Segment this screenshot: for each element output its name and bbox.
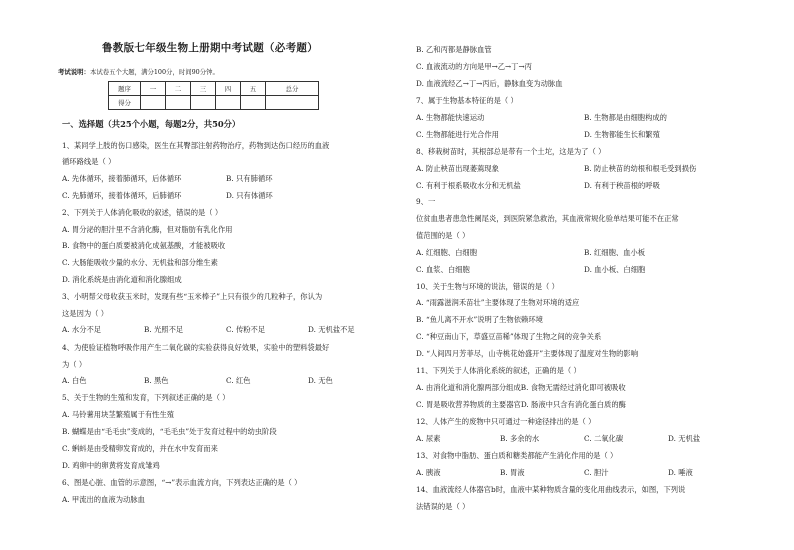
score-cell: 五 xyxy=(241,82,266,96)
answer-option[interactable]: D. 血液流经乙→丁→丙后，静脉血变为动脉血 xyxy=(416,79,563,88)
question-line: 值范围的是（ ） xyxy=(416,231,470,240)
page-title: 鲁教版七年级生物上册期中考试题（必考题） xyxy=(102,42,318,54)
answer-option[interactable]: D. 无机盐 xyxy=(668,434,701,443)
question-line: 法错误的是（ ） xyxy=(416,502,470,511)
answer-option[interactable]: B. 生物都是由细胞构成的 xyxy=(584,113,667,122)
section-title: 一、选择题（共25个小题，每题2分，共50分） xyxy=(62,119,241,129)
question-line: 位贫血患者患急性阑尾炎，到医院紧急救治，其血液常规化验单结果可能不在正常 xyxy=(416,214,679,223)
answer-option[interactable]: B. “鱼儿离不开水”说明了生物依赖环境 xyxy=(416,315,543,324)
answer-option[interactable]: D. “人间四月芳菲尽，山寺桃花始盛开”主要体现了温度对生物的影响 xyxy=(416,349,639,358)
answer-option[interactable]: C. 二氧化碳 xyxy=(584,434,624,443)
question-line: 13、对食物中脂肪、蛋白质和糖类都能产生消化作用的是（ ） xyxy=(416,451,618,460)
answer-option[interactable]: B. 胃液 xyxy=(500,468,525,477)
answer-option[interactable]: D. 唾液 xyxy=(668,468,693,477)
answer-option[interactable]: A. 尿素 xyxy=(416,434,441,443)
score-table xyxy=(108,81,319,110)
score-table-header-row xyxy=(109,82,319,96)
score-cell: 三 xyxy=(191,82,216,96)
answer-option[interactable]: B. 红细胞、血小板 xyxy=(584,248,646,257)
question-line: 循环路线是（ ） xyxy=(62,157,116,166)
answer-option[interactable]: C. 胃是吸收营养物质的主要器官D. 肠液中只含有消化蛋白质的酶 xyxy=(416,400,626,409)
score-cell: 总分 xyxy=(266,82,319,96)
answer-option[interactable]: C. 传粉不足 xyxy=(226,325,266,334)
score-cell: 题序 xyxy=(109,82,141,96)
answer-option[interactable]: D. 鸡卵中的卵黄将发育成雏鸡 xyxy=(62,461,160,470)
answer-option[interactable]: A. 生物都能快速运动 xyxy=(416,113,485,122)
answer-option[interactable]: A. 白色 xyxy=(62,376,87,385)
answer-option[interactable]: B. 防止秧苗的幼根和根毛受到损伤 xyxy=(584,164,697,173)
answer-option[interactable]: A. 甲流出的血液为动脉血 xyxy=(62,495,145,504)
question-line: 1、某同学上肢的伤口感染，医生在其臀部注射药物治疗，药物到达伤口经历的血液 xyxy=(62,141,330,150)
answer-option[interactable]: B. 光照不足 xyxy=(144,325,184,334)
score-cell: 一 xyxy=(141,82,166,96)
answer-option[interactable]: B. 食物中的蛋白质要被消化成氨基酸，才能被吸收 xyxy=(62,241,226,250)
question-line: 9、一 xyxy=(416,197,436,206)
question-line: 10、关于生物与环境的说法，错误的是（ ） xyxy=(416,282,559,291)
score-cell: 二 xyxy=(166,82,191,96)
score-input-cell[interactable] xyxy=(141,96,166,110)
answer-option[interactable]: D. 无机盐不足 xyxy=(308,325,355,334)
question-line: 2、下列关于人体消化吸收的叙述，错误的是（ ） xyxy=(62,208,223,217)
question-line: 4、为使验证植物呼吸作用产生二氧化碳的实验获得良好效果，实验中的塑料袋最好 xyxy=(62,343,330,352)
score-cell: 得分 xyxy=(109,96,141,110)
score-input-cell[interactable] xyxy=(191,96,216,110)
answer-option[interactable]: A. 防止秧苗出现萎蔫现象 xyxy=(416,164,499,173)
answer-option[interactable]: A. 水分不足 xyxy=(62,325,102,334)
score-input-cell[interactable] xyxy=(216,96,241,110)
answer-option[interactable]: C. 胆汁 xyxy=(584,468,609,477)
score-input-cell[interactable] xyxy=(166,96,191,110)
answer-option[interactable]: C. 有利于根系吸收水分和无机盐 xyxy=(416,181,521,190)
answer-option[interactable]: B. 多余的水 xyxy=(500,434,540,443)
answer-option[interactable]: C. 蝌蚪是由受精卵发育成的，并在水中发育而来 xyxy=(62,444,218,453)
answer-option[interactable]: A. 马铃薯用块茎繁殖属于有性生殖 xyxy=(62,410,175,419)
answer-option[interactable]: A. 胃分泌的胆汁里不含消化酶，但对脂肪有乳化作用 xyxy=(62,225,233,234)
answer-option[interactable]: A. 胰液 xyxy=(416,468,441,477)
answer-option[interactable]: A. 先体循环，接着肺循环，后体循环 xyxy=(62,174,182,183)
score-table-score-row xyxy=(109,96,319,110)
question-line: 5、关于生物的生殖和发育，下列叙述正确的是（ ） xyxy=(62,393,230,402)
question-line: 14、血液流经人体器官b时，血液中某种物质含量的变化用曲线表示，如图，下列说 xyxy=(416,485,686,494)
answer-option[interactable]: D. 有利于秧苗根的呼吸 xyxy=(584,181,660,190)
answer-option[interactable]: C. 血浆、白细胞 xyxy=(416,265,470,274)
answer-option[interactable]: D. 生物都能生长和繁殖 xyxy=(584,130,660,139)
score-input-cell[interactable] xyxy=(266,96,319,110)
question-line: 11、下列关于人体消化系统的叙述，正确的是（ ） xyxy=(416,366,581,375)
exam-note xyxy=(58,67,219,76)
answer-option[interactable]: C. 红色 xyxy=(226,376,251,385)
question-line: 7、属于生物基本特征的是（ ） xyxy=(416,96,518,105)
answer-option[interactable]: A. 红细胞、白细胞 xyxy=(416,248,477,257)
question-line: 8、移栽树苗时，其根部总是带有一个土坨，这是为了（ ） xyxy=(416,147,606,156)
question-line: 3、小明帮父母收获玉米时，发现有些“玉米棒子”上只有很少的几粒种子，你认为 xyxy=(62,292,323,301)
answer-option[interactable]: D. 消化系统是由消化道和消化腺组成 xyxy=(62,275,182,284)
answer-option[interactable]: D. 无色 xyxy=(308,376,333,385)
exam-note-label: 考试说明： xyxy=(58,68,90,76)
score-input-cell[interactable] xyxy=(241,96,266,110)
answer-option[interactable]: C. 先肺循环，接着体循环，后肺循环 xyxy=(62,191,182,200)
answer-option[interactable]: B. 蝴蝶是由“毛毛虫”变成的，“毛毛虫”处于发育过程中的幼虫阶段 xyxy=(62,427,277,436)
question-line: 12、人体产生的废物中只可通过一种途径排出的是（ ） xyxy=(416,417,596,426)
answer-option[interactable]: D. 血小板、白细胞 xyxy=(584,265,646,274)
question-line: 为（ ） xyxy=(62,360,87,369)
answer-option[interactable]: B. 乙和丙都是静脉血管 xyxy=(416,45,492,54)
answer-option[interactable]: B. 黑色 xyxy=(144,376,169,385)
answer-option[interactable]: C. 生物都能进行光合作用 xyxy=(416,130,499,139)
answer-option[interactable]: A. 由消化道和消化腺两部分组成B. 食物无需经过消化即可被吸收 xyxy=(416,383,626,392)
answer-option[interactable]: C. 大肠能吸收少量的水分、无机盐和部分维生素 xyxy=(62,258,218,267)
question-line: 这是因为（ ） xyxy=(62,309,109,318)
answer-option[interactable]: A. “雨露滋润禾苗壮”主要体现了生物对环境的适应 xyxy=(416,298,580,307)
exam-note-text: 本试卷五个大题，满分100分，时间90分钟。 xyxy=(89,68,219,76)
answer-option[interactable]: B. 只有肺循环 xyxy=(226,174,273,183)
answer-option[interactable]: C. “种豆南山下，草盛豆苗稀”体现了生物之间的竞争关系 xyxy=(416,332,602,341)
score-cell: 四 xyxy=(216,82,241,96)
answer-option[interactable]: D. 只有体循环 xyxy=(226,191,273,200)
answer-option[interactable]: C. 血液流动的方向是甲→乙→丁→丙 xyxy=(416,62,532,71)
question-line: 6、图是心脏、血管的示意图，“→”表示血流方向，下列表达正确的是（ ） xyxy=(62,478,302,487)
